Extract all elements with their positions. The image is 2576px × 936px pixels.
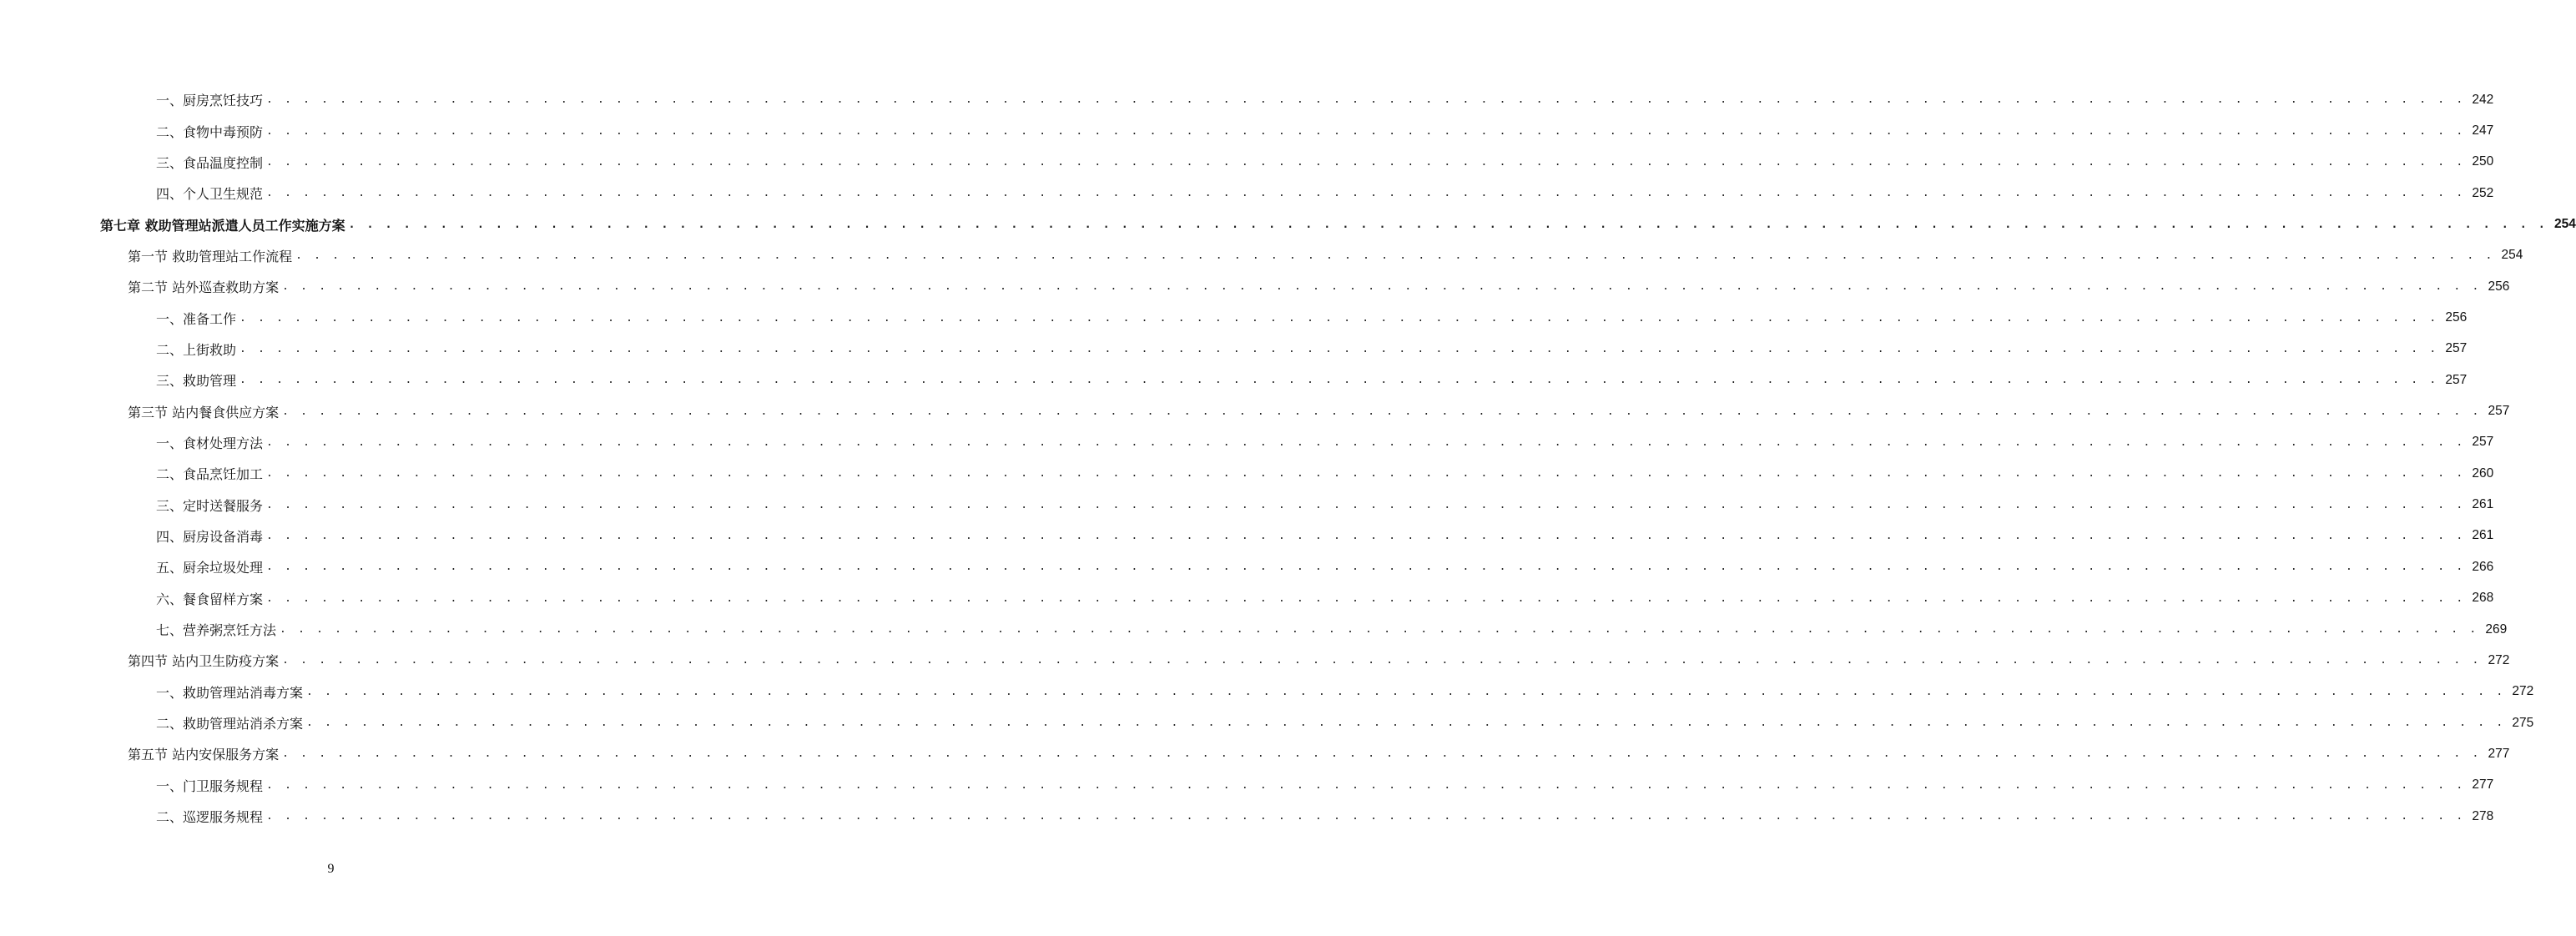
toc-entry-section[interactable] [0, 738, 2510, 769]
dot-leader: . . . . . . . . . . . . . . . . . . . . . . . . . . . . . . . . . . . . . . . . . . . . . . . . . . . . . . . . . . . . . . . . . . . . . . . . . . . . . . . . . . . . . . . . . . . . . . . . . . . . . . . . . . . . . . . . . . . . . . . . [282, 280, 2482, 294]
toc-entry-item[interactable] [0, 770, 2494, 801]
toc-entry-page-number: 278 [2472, 808, 2494, 823]
toc-entry-title: 二、食品烹饪加工 [156, 464, 266, 483]
toc-entry-section[interactable] [0, 395, 2510, 426]
toc-entry-page-number: 257 [2472, 435, 2494, 450]
dot-leader: . . . . . . . . . . . . . . . . . . . . . . . . . . . . . . . . . . . . . . . . . . . . . . . . . . . . . . . . . . . . . . . . . . . . . . . . . . . . . . . . . . . . . . . . . . . . . . . . . . . . . . . . . . . . . . . . . . . . . . . . [280, 623, 2479, 637]
dot-leader: . . . . . . . . . . . . . . . . . . . . . . . . . . . . . . . . . . . . . . . . . . . . . . . . . . . . . . . . . . . . . . . . . . . . . . . . . . . . . . . . . . . . . . . . . . . . . . . . . . . . . . . . . . . . . . . . . . . . . . . . [239, 342, 2439, 355]
table-of-contents [0, 84, 2576, 832]
dot-leader: . . . . . . . . . . . . . . . . . . . . . . . . . . . . . . . . . . . . . . . . . . . . . . . . . . . . . . . . . . . . . . . . . . . . . . . . . . . . . . . . . . . . . . . . . . . . . . . . . . . . . . . . . . . . . . . . . . . . . . . . [266, 561, 2466, 574]
dot-leader: . . . . . . . . . . . . . . . . . . . . . . . . . . . . . . . . . . . . . . . . . . . . . . . . . . . . . . . . . . . . . . . . . . . . . . . . . . . . . . . . . . . . . . . . . . . . . . . . . . . . . . . . . . . . . . . . . . . . . . . . [266, 155, 2466, 169]
toc-entry-title: 一、食材处理方法 [156, 433, 266, 452]
dot-leader: . . . . . . . . . . . . . . . . . . . . . . . . . . . . . . . . . . . . . . . . . . . . . . . . . . . . . . . . . . . . . . . . . . . . . . . . . . . . . . . . . . . . . . . . . . . . . . . . . . . . . . . . . . . . . . . . . . . . . . . . [266, 810, 2466, 823]
toc-entry-page-number: 266 [2472, 559, 2494, 574]
toc-entry-page-number: 250 [2472, 154, 2494, 169]
dot-leader: . . . . . . . . . . . . . . . . . . . . . . . . . . . . . . . . . . . . . . . . . . . . . . . . . . . . . . . . . . . . . . . . . . . . . . . . . . . . . . . . . . . . . . . . . . . . . . . . . . . . . . . . . . . . . . . . . . . . . . . . [282, 405, 2482, 418]
toc-entry-item[interactable] [0, 302, 2468, 333]
toc-entry-title: 二、食物中毒预防 [156, 122, 266, 141]
dot-leader: . . . . . . . . . . . . . . . . . . . . . . . . . . . . . . . . . . . . . . . . . . . . . . . . . . . . . . . . . . . . . . . . . . . . . . . . . . . . . . . . . . . . . . . . . . . . . . . . . . . . . . . . . . . . . . . . . . . . . . . . [348, 218, 2548, 231]
toc-entry-section[interactable] [0, 645, 2510, 676]
toc-entry-page-number: 277 [2472, 777, 2494, 793]
toc-entry-page-number: 268 [2472, 591, 2494, 606]
dot-leader: . . . . . . . . . . . . . . . . . . . . . . . . . . . . . . . . . . . . . . . . . . . . . . . . . . . . . . . . . . . . . . . . . . . . . . . . . . . . . . . . . . . . . . . . . . . . . . . . . . . . . . . . . . . . . . . . . . . . . . . . [266, 529, 2466, 542]
toc-entry-item[interactable] [0, 614, 2508, 645]
toc-entry-page-number: 256 [2488, 279, 2510, 294]
toc-entry-title: 第七章 救助管理站派遣人员工作实施方案 [100, 215, 349, 234]
toc-entry-item[interactable] [0, 583, 2494, 614]
toc-entry-title: 二、上街救助 [156, 340, 239, 359]
dot-leader: . . . . . . . . . . . . . . . . . . . . . . . . . . . . . . . . . . . . . . . . . . . . . . . . . . . . . . . . . . . . . . . . . . . . . . . . . . . . . . . . . . . . . . . . . . . . . . . . . . . . . . . . . . . . . . . . . . . . . . . . [266, 467, 2466, 481]
toc-entry-page-number: 272 [2512, 684, 2534, 699]
toc-entry-item[interactable] [0, 707, 2534, 738]
toc-entry-page-number: 269 [2485, 621, 2508, 637]
toc-entry-title: 一、门卫服务规程 [156, 776, 266, 795]
toc-entry-item[interactable] [0, 521, 2494, 551]
dot-leader: . . . . . . . . . . . . . . . . . . . . . . . . . . . . . . . . . . . . . . . . . . . . . . . . . . . . . . . . . . . . . . . . . . . . . . . . . . . . . . . . . . . . . . . . . . . . . . . . . . . . . . . . . . . . . . . . . . . . . . . . [266, 124, 2466, 138]
toc-entry-title: 三、救助管理 [156, 370, 239, 390]
toc-entry-item[interactable] [0, 334, 2468, 365]
toc-entry-page-number: 277 [2488, 746, 2510, 761]
dot-leader: . . . . . . . . . . . . . . . . . . . . . . . . . . . . . . . . . . . . . . . . . . . . . . . . . . . . . . . . . . . . . . . . . . . . . . . . . . . . . . . . . . . . . . . . . . . . . . . . . . . . . . . . . . . . . . . . . . . . . . . . [306, 717, 2506, 730]
toc-entry-title: 一、救助管理站消毒方案 [156, 682, 306, 702]
dot-leader: . . . . . . . . . . . . . . . . . . . . . . . . . . . . . . . . . . . . . . . . . . . . . . . . . . . . . . . . . . . . . . . . . . . . . . . . . . . . . . . . . . . . . . . . . . . . . . . . . . . . . . . . . . . . . . . . . . . . . . . . [239, 311, 2439, 325]
toc-entry-chapter[interactable] [0, 209, 2576, 239]
toc-entry-title: 六、餐食留样方案 [156, 589, 266, 608]
toc-entry-page-number: 261 [2472, 528, 2494, 543]
toc-entry-title: 第三节 站内餐食供应方案 [128, 402, 282, 421]
toc-entry-item[interactable] [0, 427, 2494, 458]
toc-entry-title: 第二节 站外巡查救助方案 [128, 277, 282, 296]
toc-entry-item[interactable] [0, 178, 2494, 209]
dot-leader: . . . . . . . . . . . . . . . . . . . . . . . . . . . . . . . . . . . . . . . . . . . . . . . . . . . . . . . . . . . . . . . . . . . . . . . . . . . . . . . . . . . . . . . . . . . . . . . . . . . . . . . . . . . . . . . . . . . . . . . . [282, 654, 2482, 667]
toc-entry-title: 七、营养粥烹饪方法 [156, 620, 280, 639]
toc-entry-title: 四、个人卫生规范 [156, 184, 266, 203]
toc-entry-title: 一、厨房烹饪技巧 [156, 90, 266, 109]
dot-leader: . . . . . . . . . . . . . . . . . . . . . . . . . . . . . . . . . . . . . . . . . . . . . . . . . . . . . . . . . . . . . . . . . . . . . . . . . . . . . . . . . . . . . . . . . . . . . . . . . . . . . . . . . . . . . . . . . . . . . . . . [282, 747, 2482, 761]
dot-leader: . . . . . . . . . . . . . . . . . . . . . . . . . . . . . . . . . . . . . . . . . . . . . . . . . . . . . . . . . . . . . . . . . . . . . . . . . . . . . . . . . . . . . . . . . . . . . . . . . . . . . . . . . . . . . . . . . . . . . . . . [239, 374, 2439, 387]
toc-entry-page-number: 257 [2488, 404, 2510, 419]
toc-entry-item[interactable] [0, 458, 2494, 489]
dot-leader: . . . . . . . . . . . . . . . . . . . . . . . . . . . . . . . . . . . . . . . . . . . . . . . . . . . . . . . . . . . . . . . . . . . . . . . . . . . . . . . . . . . . . . . . . . . . . . . . . . . . . . . . . . . . . . . . . . . . . . . . [306, 685, 2506, 698]
toc-entry-title: 三、定时送餐服务 [156, 496, 266, 515]
toc-entry-page-number: 254 [2553, 217, 2576, 232]
dot-leader: . . . . . . . . . . . . . . . . . . . . . . . . . . . . . . . . . . . . . . . . . . . . . . . . . . . . . . . . . . . . . . . . . . . . . . . . . . . . . . . . . . . . . . . . . . . . . . . . . . . . . . . . . . . . . . . . . . . . . . . . [266, 93, 2466, 107]
toc-entry-title: 第一节 救助管理站工作流程 [128, 246, 295, 265]
toc-entry-item[interactable] [0, 84, 2494, 115]
toc-entry-item[interactable] [0, 801, 2494, 832]
toc-entry-item[interactable] [0, 489, 2494, 520]
toc-entry-title: 第五节 站内安保服务方案 [128, 744, 282, 763]
dot-leader: . . . . . . . . . . . . . . . . . . . . . . . . . . . . . . . . . . . . . . . . . . . . . . . . . . . . . . . . . . . . . . . . . . . . . . . . . . . . . . . . . . . . . . . . . . . . . . . . . . . . . . . . . . . . . . . . . . . . . . . . [266, 187, 2466, 200]
toc-entry-section[interactable] [0, 271, 2510, 302]
toc-entry-item[interactable] [0, 147, 2494, 178]
toc-entry-section[interactable] [0, 240, 2523, 271]
toc-entry-page-number: 242 [2472, 92, 2494, 107]
toc-entry-item[interactable] [0, 365, 2468, 395]
toc-entry-page-number: 272 [2488, 652, 2510, 667]
toc-entry-page-number: 261 [2472, 497, 2494, 512]
dot-leader: . . . . . . . . . . . . . . . . . . . . . . . . . . . . . . . . . . . . . . . . . . . . . . . . . . . . . . . . . . . . . . . . . . . . . . . . . . . . . . . . . . . . . . . . . . . . . . . . . . . . . . . . . . . . . . . . . . . . . . . . [266, 778, 2466, 792]
toc-entry-title: 四、厨房设备消毒 [156, 526, 266, 546]
dot-leader: . . . . . . . . . . . . . . . . . . . . . . . . . . . . . . . . . . . . . . . . . . . . . . . . . . . . . . . . . . . . . . . . . . . . . . . . . . . . . . . . . . . . . . . . . . . . . . . . . . . . . . . . . . . . . . . . . . . . . . . . [266, 435, 2466, 449]
page-number: 9 [327, 862, 335, 876]
toc-entry-page-number: 260 [2472, 465, 2494, 481]
toc-entry-page-number: 256 [2445, 310, 2468, 325]
toc-entry-item[interactable] [0, 115, 2494, 146]
toc-entry-page-number: 254 [2501, 248, 2523, 263]
toc-entry-item[interactable] [0, 677, 2534, 707]
toc-entry-page-number: 275 [2512, 715, 2534, 730]
toc-entry-page-number: 257 [2445, 372, 2468, 387]
toc-entry-page-number: 252 [2472, 185, 2494, 200]
toc-entry-page-number: 247 [2472, 123, 2494, 138]
toc-entry-title: 五、厨余垃圾处理 [156, 557, 266, 576]
toc-entry-item[interactable] [0, 551, 2494, 582]
toc-entry-title: 第四节 站内卫生防疫方案 [128, 651, 282, 670]
toc-entry-title: 二、救助管理站消杀方案 [156, 713, 306, 732]
dot-leader: . . . . . . . . . . . . . . . . . . . . . . . . . . . . . . . . . . . . . . . . . . . . . . . . . . . . . . . . . . . . . . . . . . . . . . . . . . . . . . . . . . . . . . . . . . . . . . . . . . . . . . . . . . . . . . . . . . . . . . . . [295, 249, 2495, 262]
toc-entry-title: 一、准备工作 [156, 309, 239, 328]
dot-leader: . . . . . . . . . . . . . . . . . . . . . . . . . . . . . . . . . . . . . . . . . . . . . . . . . . . . . . . . . . . . . . . . . . . . . . . . . . . . . . . . . . . . . . . . . . . . . . . . . . . . . . . . . . . . . . . . . . . . . . . . [266, 498, 2466, 511]
dot-leader: . . . . . . . . . . . . . . . . . . . . . . . . . . . . . . . . . . . . . . . . . . . . . . . . . . . . . . . . . . . . . . . . . . . . . . . . . . . . . . . . . . . . . . . . . . . . . . . . . . . . . . . . . . . . . . . . . . . . . . . . [266, 591, 2466, 605]
toc-entry-title: 三、食品温度控制 [156, 153, 266, 172]
toc-entry-title: 二、巡逻服务规程 [156, 807, 266, 826]
toc-entry-page-number: 257 [2445, 341, 2468, 356]
